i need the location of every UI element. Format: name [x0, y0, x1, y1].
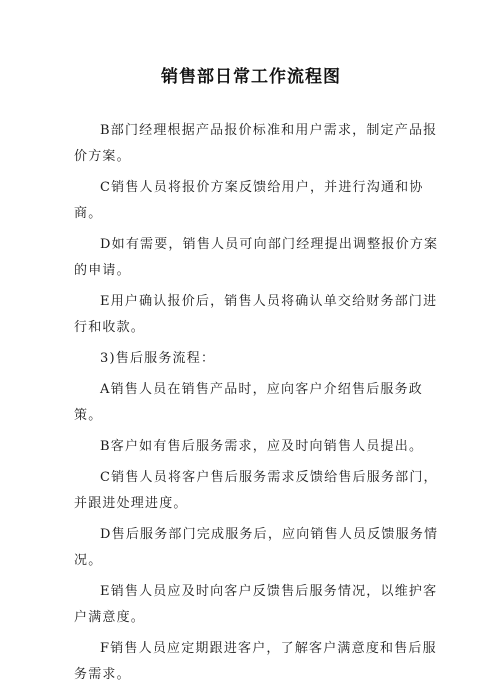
- paragraph-after-sales-d: D售后服务部门完成服务后，应向销售人员反馈服务情况。: [74, 527, 439, 568]
- document-body: [74, 118, 444, 693]
- paragraph-quote-feedback-c: C销售人员将报价方案反馈给用户，并进行沟通和协商。: [74, 180, 424, 221]
- paragraph-after-sales-a: A销售人员在销售产品时，应向客户介绍售后服务政策。: [74, 382, 423, 423]
- paragraph-quote-confirm-e: E用户确认报价后，销售人员将确认单交给财务部门进行和收款。: [74, 294, 438, 335]
- section-heading-after-sales: 3)售后服务流程：: [100, 351, 216, 366]
- paragraph-after-sales-b: B客户如有售后服务需求，应及时向销售人员提出。: [100, 439, 424, 454]
- paragraph-after-sales-f: F销售人员应定期跟进客户，了解客户满意度和售后服务需求。: [74, 641, 437, 682]
- paragraph-quote-request-d: D如有需要，销售人员可向部门经理提出调整报价方案的申请。: [74, 237, 439, 278]
- document-title: 销售部日常工作流程图: [161, 67, 341, 87]
- paragraph-after-sales-c: C销售人员将客户售后服务需求反馈给售后服务部门，并跟进处理进度。: [74, 470, 438, 511]
- paragraph-quote-adjust-b: B部门经理根据产品报价标准和用户需求，制定产品报价方案。: [74, 123, 438, 164]
- paragraph-after-sales-e: E销售人员应及时向客户反馈售后服务情况，以维护客户满意度。: [74, 584, 438, 625]
